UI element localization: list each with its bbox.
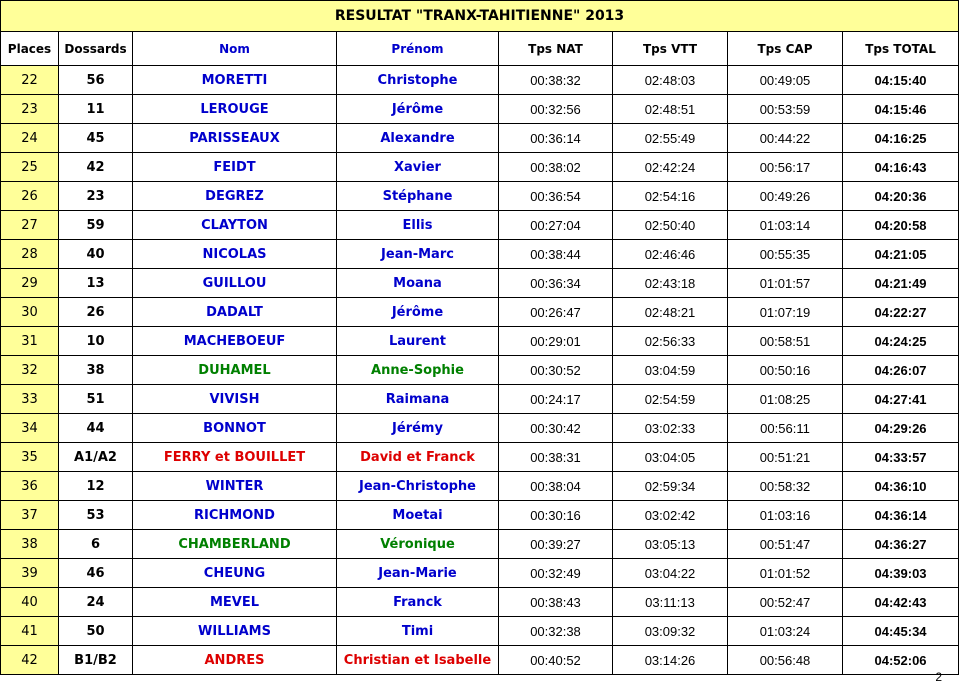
tps-cap-cell: 01:07:19 xyxy=(728,298,843,327)
tps-nat-cell: 00:30:52 xyxy=(499,356,613,385)
nom-cell: MACHEBOEUF xyxy=(133,327,337,356)
prenom-cell: Franck xyxy=(337,588,499,617)
dossard-cell: 10 xyxy=(59,327,133,356)
tps-nat-cell: 00:38:02 xyxy=(499,153,613,182)
prenom-cell: Alexandre xyxy=(337,124,499,153)
tps-cap-cell: 00:49:05 xyxy=(728,66,843,95)
page-number: 2 xyxy=(935,670,942,684)
prenom-cell: Jérôme xyxy=(337,298,499,327)
tps-total-cell: 04:39:03 xyxy=(843,559,959,588)
place-cell: 39 xyxy=(1,559,59,588)
place-cell: 27 xyxy=(1,211,59,240)
nom-cell: DADALT xyxy=(133,298,337,327)
dossard-cell: 51 xyxy=(59,385,133,414)
nom-cell: MORETTI xyxy=(133,66,337,95)
place-cell: 37 xyxy=(1,501,59,530)
tps-nat-cell: 00:32:49 xyxy=(499,559,613,588)
tps-cap-cell: 00:56:17 xyxy=(728,153,843,182)
tps-cap-cell: 01:08:25 xyxy=(728,385,843,414)
nom-cell: GUILLOU xyxy=(133,269,337,298)
header-nom: Nom xyxy=(133,32,337,66)
tps-nat-cell: 00:30:42 xyxy=(499,414,613,443)
place-cell: 29 xyxy=(1,269,59,298)
prenom-cell: Jérémy xyxy=(337,414,499,443)
dossard-cell: 6 xyxy=(59,530,133,559)
tps-vtt-cell: 02:42:24 xyxy=(613,153,728,182)
dossard-cell: 56 xyxy=(59,66,133,95)
nom-cell: ANDRES xyxy=(133,646,337,675)
prenom-cell: Laurent xyxy=(337,327,499,356)
header-row xyxy=(1,32,959,66)
tps-vtt-cell: 02:48:51 xyxy=(613,95,728,124)
tps-cap-cell: 00:55:35 xyxy=(728,240,843,269)
place-cell: 36 xyxy=(1,472,59,501)
header-dossards: Dossards xyxy=(59,32,133,66)
table-row xyxy=(1,588,959,617)
dossard-cell: B1/B2 xyxy=(59,646,133,675)
table-row xyxy=(1,298,959,327)
dossard-cell: 42 xyxy=(59,153,133,182)
tps-cap-cell: 00:56:48 xyxy=(728,646,843,675)
tps-nat-cell: 00:36:54 xyxy=(499,182,613,211)
nom-cell: RICHMOND xyxy=(133,501,337,530)
tps-vtt-cell: 03:02:42 xyxy=(613,501,728,530)
prenom-cell: Jérôme xyxy=(337,95,499,124)
tps-vtt-cell: 03:02:33 xyxy=(613,414,728,443)
place-cell: 42 xyxy=(1,646,59,675)
place-cell: 34 xyxy=(1,414,59,443)
tps-nat-cell: 00:32:38 xyxy=(499,617,613,646)
tps-vtt-cell: 03:04:05 xyxy=(613,443,728,472)
table-row xyxy=(1,559,959,588)
place-cell: 31 xyxy=(1,327,59,356)
place-cell: 23 xyxy=(1,95,59,124)
tps-total-cell: 04:22:27 xyxy=(843,298,959,327)
tps-cap-cell: 01:03:16 xyxy=(728,501,843,530)
place-cell: 41 xyxy=(1,617,59,646)
tps-total-cell: 04:15:40 xyxy=(843,66,959,95)
tps-cap-cell: 00:56:11 xyxy=(728,414,843,443)
place-cell: 35 xyxy=(1,443,59,472)
tps-vtt-cell: 03:05:13 xyxy=(613,530,728,559)
tps-cap-cell: 00:58:51 xyxy=(728,327,843,356)
tps-vtt-cell: 02:54:59 xyxy=(613,385,728,414)
prenom-cell: Jean-Christophe xyxy=(337,472,499,501)
table-row xyxy=(1,646,959,675)
tps-cap-cell: 00:49:26 xyxy=(728,182,843,211)
tps-vtt-cell: 02:55:49 xyxy=(613,124,728,153)
dossard-cell: 45 xyxy=(59,124,133,153)
tps-cap-cell: 01:01:52 xyxy=(728,559,843,588)
tps-cap-cell: 00:44:22 xyxy=(728,124,843,153)
nom-cell: LEROUGE xyxy=(133,95,337,124)
place-cell: 25 xyxy=(1,153,59,182)
table-row xyxy=(1,95,959,124)
tps-vtt-cell: 02:48:03 xyxy=(613,66,728,95)
table-row xyxy=(1,66,959,95)
tps-nat-cell: 00:38:04 xyxy=(499,472,613,501)
dossard-cell: 12 xyxy=(59,472,133,501)
dossard-cell: 24 xyxy=(59,588,133,617)
prenom-cell: Moetai xyxy=(337,501,499,530)
tps-total-cell: 04:36:27 xyxy=(843,530,959,559)
prenom-cell: Christophe xyxy=(337,66,499,95)
prenom-cell: Ellis xyxy=(337,211,499,240)
dossard-cell: 59 xyxy=(59,211,133,240)
tps-cap-cell: 00:53:59 xyxy=(728,95,843,124)
place-cell: 26 xyxy=(1,182,59,211)
tps-total-cell: 04:29:26 xyxy=(843,414,959,443)
header-prenom: Prénom xyxy=(337,32,499,66)
tps-nat-cell: 00:38:32 xyxy=(499,66,613,95)
dossard-cell: 11 xyxy=(59,95,133,124)
tps-nat-cell: 00:39:27 xyxy=(499,530,613,559)
tps-nat-cell: 00:26:47 xyxy=(499,298,613,327)
table-row xyxy=(1,443,959,472)
results-body xyxy=(1,66,959,675)
table-row xyxy=(1,211,959,240)
tps-total-cell: 04:36:10 xyxy=(843,472,959,501)
tps-nat-cell: 00:38:43 xyxy=(499,588,613,617)
place-cell: 24 xyxy=(1,124,59,153)
tps-total-cell: 04:16:25 xyxy=(843,124,959,153)
tps-nat-cell: 00:30:16 xyxy=(499,501,613,530)
tps-cap-cell: 00:51:21 xyxy=(728,443,843,472)
nom-cell: CHAMBERLAND xyxy=(133,530,337,559)
tps-nat-cell: 00:40:52 xyxy=(499,646,613,675)
header-tps-vtt: Tps VTT xyxy=(613,32,728,66)
dossard-cell: 40 xyxy=(59,240,133,269)
place-cell: 22 xyxy=(1,66,59,95)
prenom-cell: Christian et Isabelle xyxy=(337,646,499,675)
prenom-cell: Raimana xyxy=(337,385,499,414)
prenom-cell: Stéphane xyxy=(337,182,499,211)
nom-cell: WILLIAMS xyxy=(133,617,337,646)
tps-vtt-cell: 02:54:16 xyxy=(613,182,728,211)
tps-nat-cell: 00:38:31 xyxy=(499,443,613,472)
nom-cell: CHEUNG xyxy=(133,559,337,588)
tps-vtt-cell: 02:50:40 xyxy=(613,211,728,240)
tps-total-cell: 04:27:41 xyxy=(843,385,959,414)
tps-nat-cell: 00:24:17 xyxy=(499,385,613,414)
header-places: Places xyxy=(1,32,59,66)
table-row xyxy=(1,530,959,559)
tps-total-cell: 04:20:36 xyxy=(843,182,959,211)
table-row xyxy=(1,240,959,269)
nom-cell: FERRY et BOUILLET xyxy=(133,443,337,472)
place-cell: 30 xyxy=(1,298,59,327)
table-row xyxy=(1,182,959,211)
tps-vtt-cell: 02:46:46 xyxy=(613,240,728,269)
tps-total-cell: 04:21:49 xyxy=(843,269,959,298)
table-row xyxy=(1,327,959,356)
place-cell: 28 xyxy=(1,240,59,269)
tps-total-cell: 04:26:07 xyxy=(843,356,959,385)
tps-vtt-cell: 03:09:32 xyxy=(613,617,728,646)
table-row xyxy=(1,269,959,298)
tps-total-cell: 04:36:14 xyxy=(843,501,959,530)
tps-total-cell: 04:15:46 xyxy=(843,95,959,124)
prenom-cell: Moana xyxy=(337,269,499,298)
tps-total-cell: 04:52:06 xyxy=(843,646,959,675)
place-cell: 33 xyxy=(1,385,59,414)
tps-total-cell: 04:42:43 xyxy=(843,588,959,617)
tps-cap-cell: 00:50:16 xyxy=(728,356,843,385)
table-row xyxy=(1,385,959,414)
tps-vtt-cell: 02:48:21 xyxy=(613,298,728,327)
title-row xyxy=(1,1,959,32)
tps-total-cell: 04:16:43 xyxy=(843,153,959,182)
dossard-cell: 50 xyxy=(59,617,133,646)
dossard-cell: A1/A2 xyxy=(59,443,133,472)
tps-nat-cell: 00:29:01 xyxy=(499,327,613,356)
header-tps-nat: Tps NAT xyxy=(499,32,613,66)
page-title: RESULTAT "TRANX-TAHITIENNE" 2013 xyxy=(1,1,959,32)
tps-vtt-cell: 02:59:34 xyxy=(613,472,728,501)
nom-cell: VIVISH xyxy=(133,385,337,414)
nom-cell: BONNOT xyxy=(133,414,337,443)
tps-total-cell: 04:33:57 xyxy=(843,443,959,472)
table-row xyxy=(1,124,959,153)
dossard-cell: 26 xyxy=(59,298,133,327)
dossard-cell: 38 xyxy=(59,356,133,385)
prenom-cell: Anne-Sophie xyxy=(337,356,499,385)
header-tps-cap: Tps CAP xyxy=(728,32,843,66)
tps-vtt-cell: 03:11:13 xyxy=(613,588,728,617)
tps-vtt-cell: 03:04:59 xyxy=(613,356,728,385)
dossard-cell: 44 xyxy=(59,414,133,443)
prenom-cell: Jean-Marc xyxy=(337,240,499,269)
nom-cell: WINTER xyxy=(133,472,337,501)
tps-cap-cell: 00:52:47 xyxy=(728,588,843,617)
tps-cap-cell: 01:01:57 xyxy=(728,269,843,298)
tps-nat-cell: 00:36:14 xyxy=(499,124,613,153)
nom-cell: NICOLAS xyxy=(133,240,337,269)
place-cell: 40 xyxy=(1,588,59,617)
prenom-cell: Véronique xyxy=(337,530,499,559)
tps-cap-cell: 01:03:14 xyxy=(728,211,843,240)
tps-total-cell: 04:24:25 xyxy=(843,327,959,356)
tps-vtt-cell: 02:43:18 xyxy=(613,269,728,298)
tps-total-cell: 04:21:05 xyxy=(843,240,959,269)
table-row xyxy=(1,617,959,646)
prenom-cell: Jean-Marie xyxy=(337,559,499,588)
tps-cap-cell: 01:03:24 xyxy=(728,617,843,646)
tps-nat-cell: 00:27:04 xyxy=(499,211,613,240)
table-row xyxy=(1,414,959,443)
dossard-cell: 23 xyxy=(59,182,133,211)
nom-cell: PARISSEAUX xyxy=(133,124,337,153)
nom-cell: DEGREZ xyxy=(133,182,337,211)
nom-cell: FEIDT xyxy=(133,153,337,182)
nom-cell: CLAYTON xyxy=(133,211,337,240)
place-cell: 32 xyxy=(1,356,59,385)
dossard-cell: 13 xyxy=(59,269,133,298)
header-tps-total: Tps TOTAL xyxy=(843,32,959,66)
nom-cell: MEVEL xyxy=(133,588,337,617)
tps-vtt-cell: 03:14:26 xyxy=(613,646,728,675)
table-row xyxy=(1,356,959,385)
prenom-cell: Xavier xyxy=(337,153,499,182)
table-row xyxy=(1,153,959,182)
place-cell: 38 xyxy=(1,530,59,559)
table-row xyxy=(1,472,959,501)
tps-cap-cell: 00:58:32 xyxy=(728,472,843,501)
prenom-cell: Timi xyxy=(337,617,499,646)
tps-cap-cell: 00:51:47 xyxy=(728,530,843,559)
tps-vtt-cell: 03:04:22 xyxy=(613,559,728,588)
tps-nat-cell: 00:38:44 xyxy=(499,240,613,269)
tps-total-cell: 04:20:58 xyxy=(843,211,959,240)
prenom-cell: David et Franck xyxy=(337,443,499,472)
table-row xyxy=(1,501,959,530)
nom-cell: DUHAMEL xyxy=(133,356,337,385)
tps-vtt-cell: 02:56:33 xyxy=(613,327,728,356)
tps-nat-cell: 00:36:34 xyxy=(499,269,613,298)
tps-nat-cell: 00:32:56 xyxy=(499,95,613,124)
dossard-cell: 46 xyxy=(59,559,133,588)
tps-total-cell: 04:45:34 xyxy=(843,617,959,646)
dossard-cell: 53 xyxy=(59,501,133,530)
